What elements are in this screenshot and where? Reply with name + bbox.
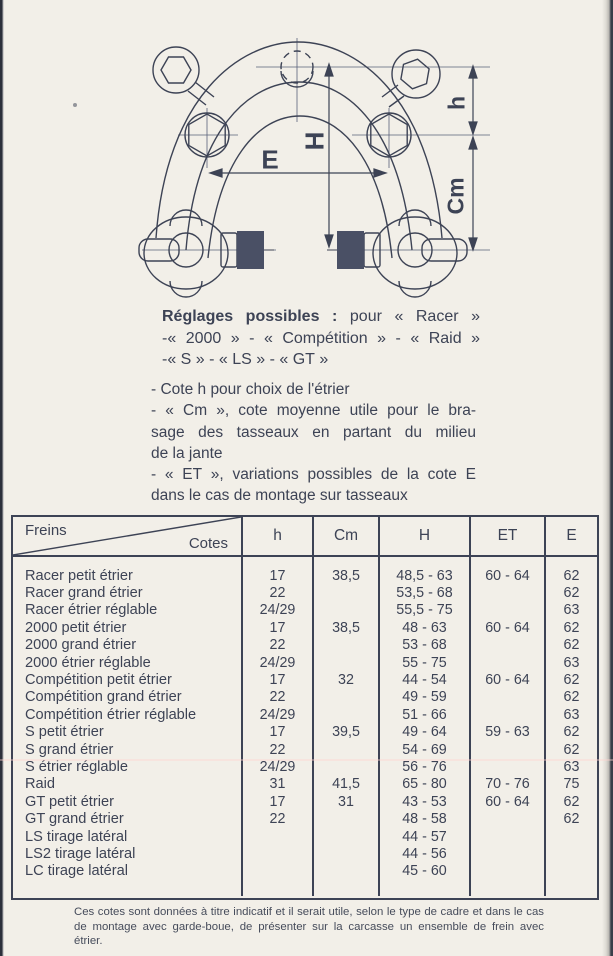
table-cell xyxy=(471,654,544,671)
table-cell xyxy=(471,845,544,862)
table-cell: LS2 tirage latéral xyxy=(25,845,136,862)
dimension-label-h-capital: H xyxy=(299,131,330,151)
table-cell: 48 - 63 xyxy=(402,619,447,636)
text-line: - « Cm », cote moyenne utile pour le bra- xyxy=(151,402,476,420)
table-cell xyxy=(314,654,378,671)
column-header-H: H xyxy=(380,517,471,555)
column-header-e: E xyxy=(566,527,577,544)
table-cell: 45 - 60 xyxy=(402,863,447,880)
table-cell: Racer grand étrier xyxy=(25,585,143,602)
table-cell: 17 xyxy=(269,567,286,584)
dimension-label-cm: Cm xyxy=(442,177,469,215)
intro-paragraph xyxy=(162,306,480,371)
table-cell: 17 xyxy=(269,672,286,689)
table-cell: 70 - 76 xyxy=(485,776,530,793)
table-cell xyxy=(314,828,378,845)
table-cell: Compétition étrier réglable xyxy=(25,706,197,723)
table-cell: 62 xyxy=(563,672,580,689)
brake-caliper-diagram xyxy=(0,0,613,312)
text-line: Ces cotes sont données à titre indicatif et il serait utile, selon le type de cadre et dans le cas xyxy=(74,906,544,918)
table-cell: S étrier réglable xyxy=(25,758,129,775)
table-column-h xyxy=(243,557,314,896)
corner-label-freins: Freins xyxy=(25,522,67,539)
footer-note xyxy=(74,905,544,949)
corner-label-cotes: Cotes xyxy=(188,535,228,552)
table-cell: 63 xyxy=(563,654,580,671)
table-cell: GT petit étrier xyxy=(25,793,114,810)
intro-line: -« 2000 » - « Compétition » - « Raid » xyxy=(162,329,480,347)
table-cell: 24/29 xyxy=(259,602,296,619)
table-cell: 48,5 - 63 xyxy=(396,567,453,584)
table-cell: 62 xyxy=(563,793,580,810)
table-cell: 22 xyxy=(269,741,286,758)
table-cell: 17 xyxy=(269,724,286,741)
text-line: - Cote h pour choix de l'étrier xyxy=(151,381,350,398)
table-cell: S petit étrier xyxy=(25,724,104,741)
table-corner-cell xyxy=(13,517,243,555)
table-cell: 32 xyxy=(338,672,354,689)
table-cell xyxy=(546,845,597,862)
table-cell: 17 xyxy=(269,793,286,810)
dimension-label-e: E xyxy=(261,144,279,175)
table-cell: 17 xyxy=(269,619,286,636)
table-cell xyxy=(471,758,544,775)
table-cell: Compétition petit étrier xyxy=(25,672,172,689)
notes-paragraph xyxy=(151,379,476,507)
table-cell: S grand étrier xyxy=(25,741,114,758)
intro-line: -« S » - « LS » - « GT » xyxy=(162,351,329,368)
table-cell: 43 - 53 xyxy=(402,793,447,810)
table-cell: 54 - 69 xyxy=(402,741,447,758)
brake-pads xyxy=(237,231,364,269)
table-cell xyxy=(471,741,544,758)
table-column-cm xyxy=(314,557,380,896)
table-cell xyxy=(314,845,378,862)
table-cell: 24/29 xyxy=(259,706,296,723)
table-cell xyxy=(471,637,544,654)
table-cell: 41,5 xyxy=(332,776,360,793)
table-cell: 49 - 59 xyxy=(402,689,447,706)
table-cell xyxy=(314,863,378,880)
table-cell: 55,5 - 75 xyxy=(396,602,453,619)
intro-bold: Réglages possibles : xyxy=(162,308,338,325)
table-cell: 63 xyxy=(563,706,580,723)
table-body xyxy=(13,557,597,896)
table-cell: 56 - 76 xyxy=(402,758,447,775)
table-cell xyxy=(314,602,378,619)
table-cell: 22 xyxy=(269,811,286,828)
table-cell: Racer petit étrier xyxy=(25,567,133,584)
column-header-cm: Cm xyxy=(314,517,380,555)
text-line: de la jante xyxy=(151,444,223,462)
table-cell: 49 - 64 xyxy=(402,724,447,741)
table-cell: 22 xyxy=(269,689,286,706)
table-cell: 62 xyxy=(563,724,580,741)
table-cell: 51 - 66 xyxy=(402,706,447,723)
text-line: - « ET », variations possibles de la cote E xyxy=(151,466,476,484)
table-cell: 22 xyxy=(269,585,286,602)
table-cell xyxy=(471,689,544,706)
table-column-e xyxy=(546,557,597,896)
table-cell xyxy=(471,810,544,827)
table-header xyxy=(13,517,597,557)
dimension-label-h-small: h xyxy=(443,95,470,111)
table-column-freins xyxy=(13,557,243,896)
table-cell: 2000 étrier réglable xyxy=(25,654,151,671)
table-cell: LS tirage latéral xyxy=(25,828,128,845)
table-cell: 62 xyxy=(563,689,580,706)
table-cell: 63 xyxy=(563,602,580,619)
table-column-et xyxy=(471,557,546,896)
table-cell: 60 - 64 xyxy=(485,793,530,810)
table-cell: 31 xyxy=(338,793,354,810)
table-cell xyxy=(314,741,378,758)
table-cell: 62 xyxy=(563,619,580,636)
table-cell xyxy=(314,810,378,827)
intro-rest: pour « Racer » xyxy=(349,308,480,325)
table-cell: 59 - 63 xyxy=(485,724,530,741)
table-cell: 53 - 68 xyxy=(402,637,447,654)
table-cell xyxy=(546,828,597,845)
table-cell xyxy=(314,584,378,601)
table-cell: 38,5 xyxy=(332,619,360,636)
table-cell: 48 - 58 xyxy=(402,811,447,828)
table-cell: 44 - 56 xyxy=(402,845,447,862)
table-cell: 55 - 75 xyxy=(402,654,447,671)
table-cell: 62 xyxy=(563,741,580,758)
table-cell xyxy=(471,602,544,619)
table-cell: 24/29 xyxy=(259,758,296,775)
table-cell: 2000 petit étrier xyxy=(25,619,127,636)
table-cell: 39,5 xyxy=(332,724,360,741)
table-cell xyxy=(314,689,378,706)
text-line: sage des tasseaux en partant du milieu xyxy=(151,423,476,441)
text-line: de montage avec garde-boue, de présenter sur la carcasse un ensemble de frein avec xyxy=(74,920,544,933)
table-cell: Raid xyxy=(25,776,56,793)
table-cell xyxy=(314,637,378,654)
table-cell xyxy=(471,828,544,845)
table-cell: 62 xyxy=(563,637,580,654)
table-cell xyxy=(471,584,544,601)
table-cell: 2000 grand étrier xyxy=(25,637,137,654)
column-header-et: ET xyxy=(471,517,546,555)
text-line: étrier. xyxy=(74,935,103,948)
table-cell: 44 - 54 xyxy=(402,672,447,689)
table-cell xyxy=(546,863,597,880)
table-cell: 53,5 - 68 xyxy=(396,585,453,602)
intro-line xyxy=(162,306,480,328)
table-cell: 63 xyxy=(563,758,580,775)
table-cell: 60 - 64 xyxy=(485,567,530,584)
table-cell xyxy=(243,828,312,845)
table-cell xyxy=(243,845,312,862)
spec-table xyxy=(11,515,599,900)
table-cell xyxy=(314,706,378,723)
table-cell xyxy=(243,863,312,880)
table-cell: 62 xyxy=(563,585,580,602)
table-cell: 75 xyxy=(563,776,580,793)
text-line: dans le cas de montage sur tasseaux xyxy=(151,487,408,505)
table-cell: GT grand étrier xyxy=(25,811,124,828)
column-header-h: h xyxy=(243,517,314,555)
table-cell: 38,5 xyxy=(332,567,360,584)
table-cell: 60 - 64 xyxy=(485,619,530,636)
table-cell xyxy=(314,758,378,775)
table-cell: LC tirage latéral xyxy=(25,863,129,880)
table-cell xyxy=(471,863,544,880)
table-cell: Compétition grand étrier xyxy=(25,689,182,706)
table-cell: 62 xyxy=(563,567,580,584)
table-cell: 65 - 80 xyxy=(402,776,447,793)
table-cell: 60 - 64 xyxy=(485,672,530,689)
table-cell: Racer étrier réglable xyxy=(25,602,158,619)
table-cell: 62 xyxy=(563,811,580,828)
table-cell: 22 xyxy=(269,637,286,654)
table-cell xyxy=(471,706,544,723)
table-cell: 24/29 xyxy=(259,654,296,671)
table-cell: 44 - 57 xyxy=(402,828,447,845)
table-cell: 31 xyxy=(269,776,286,793)
table-column-H xyxy=(380,557,471,896)
